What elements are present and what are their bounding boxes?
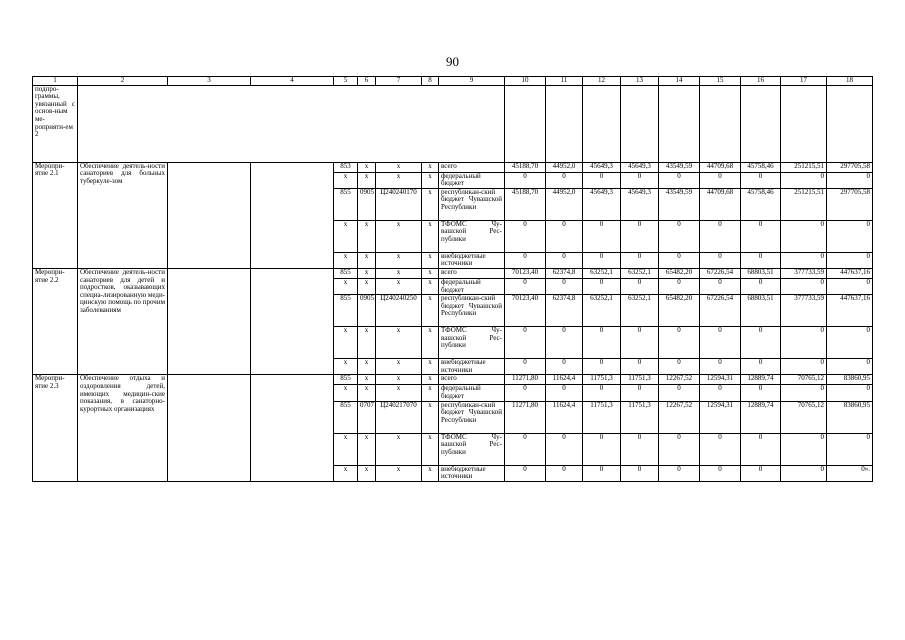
value-cell: 45188,70 xyxy=(505,162,546,172)
code-cell: x xyxy=(358,385,376,401)
value-cell: 0 xyxy=(583,433,621,465)
value-cell: 0 xyxy=(621,359,659,375)
value-cell: 62374,8 xyxy=(546,268,583,278)
code-cell: x xyxy=(422,327,439,359)
column-number-cell: 9 xyxy=(439,77,505,86)
value-cell: 0 xyxy=(621,465,659,481)
value-cell: 45758,46 xyxy=(741,162,781,172)
value-cell: 0 xyxy=(505,278,546,294)
value-cell: 0 xyxy=(505,433,546,465)
value-cell: 83860,95 xyxy=(827,375,873,385)
funding-source: федеральный бюджет xyxy=(439,385,505,401)
value-cell: 377733,59 xyxy=(781,295,827,327)
value-cell: 44709,68 xyxy=(700,162,741,172)
value-cell: 0 xyxy=(583,385,621,401)
code-cell: x xyxy=(358,162,376,172)
measure-name: Обеспечение отдыха и оздоровления детей, имеющих медицин-ские показания, в санаторно-курортных организациях xyxy=(78,375,168,481)
measure-code: Меропри-ятие 2.1 xyxy=(33,162,78,268)
empty-cell xyxy=(505,85,546,162)
column-number-cell: 5 xyxy=(334,77,358,86)
code-cell: x xyxy=(334,172,358,188)
value-cell: 0 xyxy=(700,433,741,465)
code-cell: x xyxy=(422,465,439,481)
funding-source: республикан-ский бюджет Чувашской Республики xyxy=(439,295,505,327)
table-row xyxy=(33,268,873,278)
column-number-cell: 7 xyxy=(376,77,422,86)
code-cell: x xyxy=(422,375,439,385)
code-cell: x xyxy=(376,252,422,268)
value-cell: 0 xyxy=(659,278,700,294)
value-cell: 62374,8 xyxy=(546,295,583,327)
value-cell: 0 xyxy=(659,220,700,252)
value-cell: 0 xyxy=(621,385,659,401)
code-cell: x xyxy=(422,172,439,188)
value-cell: 0 xyxy=(741,385,781,401)
value-cell: 0 xyxy=(583,359,621,375)
value-cell: 377733,59 xyxy=(781,268,827,278)
value-cell: 12267,52 xyxy=(659,375,700,385)
value-cell: 0 xyxy=(546,327,583,359)
value-cell: 0 xyxy=(781,433,827,465)
value-cell: 0 xyxy=(781,465,827,481)
value-cell: 0 xyxy=(659,385,700,401)
value-cell: 68803,51 xyxy=(741,268,781,278)
code-cell: 0707 xyxy=(358,401,376,433)
value-cell: 63252,1 xyxy=(621,295,659,327)
value-cell: 0 xyxy=(546,172,583,188)
empty-cell xyxy=(78,85,505,162)
funding-source: республикан-ский бюджет Чувашской Республики xyxy=(439,188,505,220)
value-cell: 0 xyxy=(505,385,546,401)
code-cell: x xyxy=(334,465,358,481)
code-cell: x xyxy=(334,433,358,465)
code-cell: x xyxy=(358,375,376,385)
value-cell: 251215,51 xyxy=(781,162,827,172)
code-cell: x xyxy=(334,385,358,401)
code-cell: 855 xyxy=(334,268,358,278)
value-cell: 11751,3 xyxy=(621,401,659,433)
funding-source: всего xyxy=(439,162,505,172)
value-cell: 0 xyxy=(741,359,781,375)
funding-source: внебюджетные источники xyxy=(439,252,505,268)
code-cell: x xyxy=(376,172,422,188)
code-cell: x xyxy=(334,278,358,294)
value-cell: 0 xyxy=(827,220,873,252)
value-cell: 45649,3 xyxy=(621,162,659,172)
value-cell: 45188,70 xyxy=(505,188,546,220)
value-cell: 0 xyxy=(827,359,873,375)
code-cell: 855 xyxy=(334,401,358,433)
value-cell: 0 xyxy=(621,172,659,188)
value-cell: 0 xyxy=(659,433,700,465)
value-cell: 44952,0 xyxy=(546,188,583,220)
code-cell: Ц240217070 xyxy=(376,401,422,433)
value-cell: 45649,3 xyxy=(621,188,659,220)
code-cell: x xyxy=(376,327,422,359)
code-cell: x xyxy=(334,252,358,268)
value-cell: 0 xyxy=(546,359,583,375)
empty-cell xyxy=(546,85,583,162)
value-cell: 12889,74 xyxy=(741,375,781,385)
funding-source: ТФОМС Чу-вашской Рес-публики xyxy=(439,433,505,465)
empty-cell xyxy=(168,268,251,374)
value-cell: 447637,16 xyxy=(827,295,873,327)
value-cell: 0 xyxy=(741,252,781,268)
code-cell: x xyxy=(358,465,376,481)
code-cell: x xyxy=(376,278,422,294)
value-cell: 0 xyxy=(546,433,583,465)
value-cell: 0 xyxy=(505,172,546,188)
value-cell: 0 xyxy=(781,385,827,401)
empty-cell xyxy=(168,162,251,268)
value-cell: 0 xyxy=(505,359,546,375)
value-cell: 45649,3 xyxy=(583,162,621,172)
column-number-cell: 10 xyxy=(505,77,546,86)
value-cell: 0 xyxy=(546,385,583,401)
measure-code: Меропри-ятие 2.2 xyxy=(33,268,78,374)
code-cell: x xyxy=(358,220,376,252)
code-cell: 853 xyxy=(334,162,358,172)
code-cell: x xyxy=(422,220,439,252)
budget-table xyxy=(32,76,873,482)
value-cell: 0 xyxy=(781,172,827,188)
value-cell: 43549,59 xyxy=(659,188,700,220)
measure-name: Обеспечение деятель-ности санаториев для детей и подростков, оказывающих специа-лизированную меди-цинскую помощь по прочим заболеваниям xyxy=(78,268,168,374)
code-cell: x xyxy=(376,433,422,465)
column-number-cell: 17 xyxy=(781,77,827,86)
empty-cell xyxy=(168,375,251,481)
column-number-cell: 6 xyxy=(358,77,376,86)
value-cell: 0 xyxy=(827,327,873,359)
value-cell: 63252,1 xyxy=(583,295,621,327)
empty-cell xyxy=(659,85,700,162)
carryover-row xyxy=(33,85,873,162)
funding-source: ТФОМС Чу-вашской Рес-публики xyxy=(439,220,505,252)
page-number: 90 xyxy=(446,54,459,69)
code-cell: x xyxy=(376,359,422,375)
column-number-cell: 8 xyxy=(422,77,439,86)
funding-source: внебюджетные источники xyxy=(439,359,505,375)
code-cell: x xyxy=(334,327,358,359)
code-cell: x xyxy=(422,268,439,278)
column-number-cell: 11 xyxy=(546,77,583,86)
column-number-cell: 18 xyxy=(827,77,873,86)
value-cell: 0 xyxy=(583,465,621,481)
column-number-row xyxy=(33,77,873,86)
code-cell: x xyxy=(358,172,376,188)
value-cell: 12889,74 xyxy=(741,401,781,433)
value-cell: 0 xyxy=(621,220,659,252)
code-cell: x xyxy=(358,327,376,359)
value-cell: 0 xyxy=(583,278,621,294)
empty-cell xyxy=(583,85,621,162)
value-cell: 0 xyxy=(546,252,583,268)
value-cell: 297705,58 xyxy=(827,162,873,172)
value-cell: 0 xyxy=(700,465,741,481)
column-number-cell: 2 xyxy=(78,77,168,86)
column-number-cell: 15 xyxy=(700,77,741,86)
value-cell: 11271,80 xyxy=(505,375,546,385)
value-cell: 0 xyxy=(741,172,781,188)
column-number-cell: 4 xyxy=(251,77,334,86)
funding-source: федеральный бюджет xyxy=(439,172,505,188)
value-cell: 0 xyxy=(827,385,873,401)
column-number-cell: 1 xyxy=(33,77,78,86)
code-cell: x xyxy=(422,188,439,220)
column-number-cell: 16 xyxy=(741,77,781,86)
code-cell: x xyxy=(376,220,422,252)
value-cell: 0 xyxy=(505,465,546,481)
value-cell: 67226,54 xyxy=(700,268,741,278)
code-cell: 855 xyxy=(334,188,358,220)
value-cell: 12267,52 xyxy=(659,401,700,433)
value-cell: 0 xyxy=(621,327,659,359)
code-cell: x xyxy=(422,278,439,294)
code-cell: x xyxy=(376,268,422,278)
funding-source: республикан-ский бюджет Чувашской Республики xyxy=(439,401,505,433)
empty-cell xyxy=(827,85,873,162)
funding-source: ТФОМС Чу-вашской Рес-публики xyxy=(439,327,505,359)
value-cell: 0 xyxy=(700,220,741,252)
value-cell: 11624,4 xyxy=(546,375,583,385)
code-cell: x xyxy=(376,375,422,385)
table-row xyxy=(33,375,873,385)
value-cell: 44709,68 xyxy=(700,188,741,220)
empty-cell xyxy=(621,85,659,162)
value-cell: 63252,1 xyxy=(583,268,621,278)
value-cell: 43549,59 xyxy=(659,162,700,172)
value-cell: 70765,12 xyxy=(781,401,827,433)
value-cell: 0 xyxy=(700,327,741,359)
value-cell: 65482,20 xyxy=(659,268,700,278)
value-cell: 251215,51 xyxy=(781,188,827,220)
value-cell: 0 xyxy=(741,220,781,252)
value-cell: 0 xyxy=(659,252,700,268)
value-cell: 0 xyxy=(781,359,827,375)
empty-cell xyxy=(251,375,334,481)
empty-cell xyxy=(251,162,334,268)
value-cell: 65482,20 xyxy=(659,295,700,327)
column-number-cell: 3 xyxy=(168,77,251,86)
code-cell: 855 xyxy=(334,375,358,385)
value-cell: 0 xyxy=(781,220,827,252)
value-cell: 0 xyxy=(781,252,827,268)
value-cell: 297705,58 xyxy=(827,188,873,220)
value-cell: 0 xyxy=(659,327,700,359)
measure-code: Меропри-ятие 2.3 xyxy=(33,375,78,481)
value-cell: 0 xyxy=(700,252,741,268)
value-cell: 0 xyxy=(700,359,741,375)
empty-cell xyxy=(741,85,781,162)
value-cell: 0 xyxy=(621,252,659,268)
code-cell: x xyxy=(376,465,422,481)
empty-cell xyxy=(251,268,334,374)
code-cell: x xyxy=(422,401,439,433)
code-cell: 0905 xyxy=(358,295,376,327)
value-cell: 0 xyxy=(659,465,700,481)
empty-cell xyxy=(700,85,741,162)
value-cell: 0 xyxy=(781,278,827,294)
value-cell: 0 xyxy=(741,278,781,294)
value-cell: 0 xyxy=(827,172,873,188)
value-cell: 0 xyxy=(546,465,583,481)
funding-source: всего xyxy=(439,268,505,278)
value-cell: 12594,31 xyxy=(700,401,741,433)
value-cell: 68803,51 xyxy=(741,295,781,327)
value-cell: 45649,3 xyxy=(583,188,621,220)
value-cell: 67226,54 xyxy=(700,295,741,327)
value-cell: 11751,3 xyxy=(583,375,621,385)
value-cell: 63252,1 xyxy=(621,268,659,278)
value-cell: 0 xyxy=(700,385,741,401)
funding-source: внебюджетные источники xyxy=(439,465,505,481)
value-cell: 0 xyxy=(546,278,583,294)
code-cell: Ц240240170 xyxy=(376,188,422,220)
value-cell: 83860,95 xyxy=(827,401,873,433)
measure-name: Обеспечение деятель-ности санаториев для больных туберкуле-зом xyxy=(78,162,168,268)
value-cell: 45758,46 xyxy=(741,188,781,220)
value-cell: 0 xyxy=(700,172,741,188)
value-cell: 0 xyxy=(621,278,659,294)
value-cell: 0 xyxy=(700,278,741,294)
code-cell: x xyxy=(334,220,358,252)
value-cell: 0 xyxy=(659,359,700,375)
code-cell: x xyxy=(422,162,439,172)
value-cell: 0 xyxy=(827,252,873,268)
code-cell: x xyxy=(422,385,439,401)
code-cell: x xyxy=(422,433,439,465)
column-number-cell: 12 xyxy=(583,77,621,86)
code-cell: x xyxy=(422,359,439,375)
empty-cell xyxy=(781,85,827,162)
funding-source: всего xyxy=(439,375,505,385)
value-cell: 0 xyxy=(583,220,621,252)
value-cell: 12594,31 xyxy=(700,375,741,385)
value-cell: 70765,12 xyxy=(781,375,827,385)
value-cell: 0 xyxy=(659,172,700,188)
code-cell: x xyxy=(376,162,422,172)
value-cell: 0 xyxy=(741,465,781,481)
value-cell: 0 xyxy=(583,252,621,268)
table-row xyxy=(33,162,873,172)
value-cell: 70123,40 xyxy=(505,268,546,278)
carryover-label: подпро-граммы, увязанный с основ-ным ме-роприяти-ем 2 xyxy=(33,85,78,162)
value-cell: 11624,4 xyxy=(546,401,583,433)
value-cell: 447637,16 xyxy=(827,268,873,278)
value-cell: 0 xyxy=(505,252,546,268)
value-cell: 0 xyxy=(741,327,781,359)
code-cell: x xyxy=(358,278,376,294)
value-cell: 0 xyxy=(505,327,546,359)
value-cell: 0 xyxy=(621,433,659,465)
value-cell: 0 xyxy=(546,220,583,252)
code-cell: x xyxy=(334,359,358,375)
code-cell: x xyxy=(358,268,376,278)
code-cell: x xyxy=(358,252,376,268)
value-cell: 0 xyxy=(781,327,827,359)
value-cell: 0 xyxy=(583,327,621,359)
value-cell: 11751,3 xyxy=(583,401,621,433)
table-body xyxy=(33,77,873,482)
value-cell: 11271,80 xyxy=(505,401,546,433)
value-cell: 0 xyxy=(827,278,873,294)
code-cell: x xyxy=(376,385,422,401)
code-cell: x xyxy=(358,359,376,375)
value-cell: 0 xyxy=(505,220,546,252)
value-cell: 44952,0 xyxy=(546,162,583,172)
code-cell: 0905 xyxy=(358,188,376,220)
column-number-cell: 13 xyxy=(621,77,659,86)
value-cell: 0 xyxy=(741,433,781,465)
value-cell: 70123,40 xyxy=(505,295,546,327)
code-cell: x xyxy=(422,295,439,327)
column-number-cell: 14 xyxy=(659,77,700,86)
value-cell: 11751,3 xyxy=(621,375,659,385)
code-cell: x xyxy=(358,433,376,465)
code-cell: 855 xyxy=(334,295,358,327)
code-cell: x xyxy=(422,252,439,268)
value-cell: 0 xyxy=(583,172,621,188)
value-cell: 0 xyxy=(827,433,873,465)
value-cell: 0». xyxy=(827,465,873,481)
code-cell: Ц240240250 xyxy=(376,295,422,327)
funding-source: федеральный бюджет xyxy=(439,278,505,294)
